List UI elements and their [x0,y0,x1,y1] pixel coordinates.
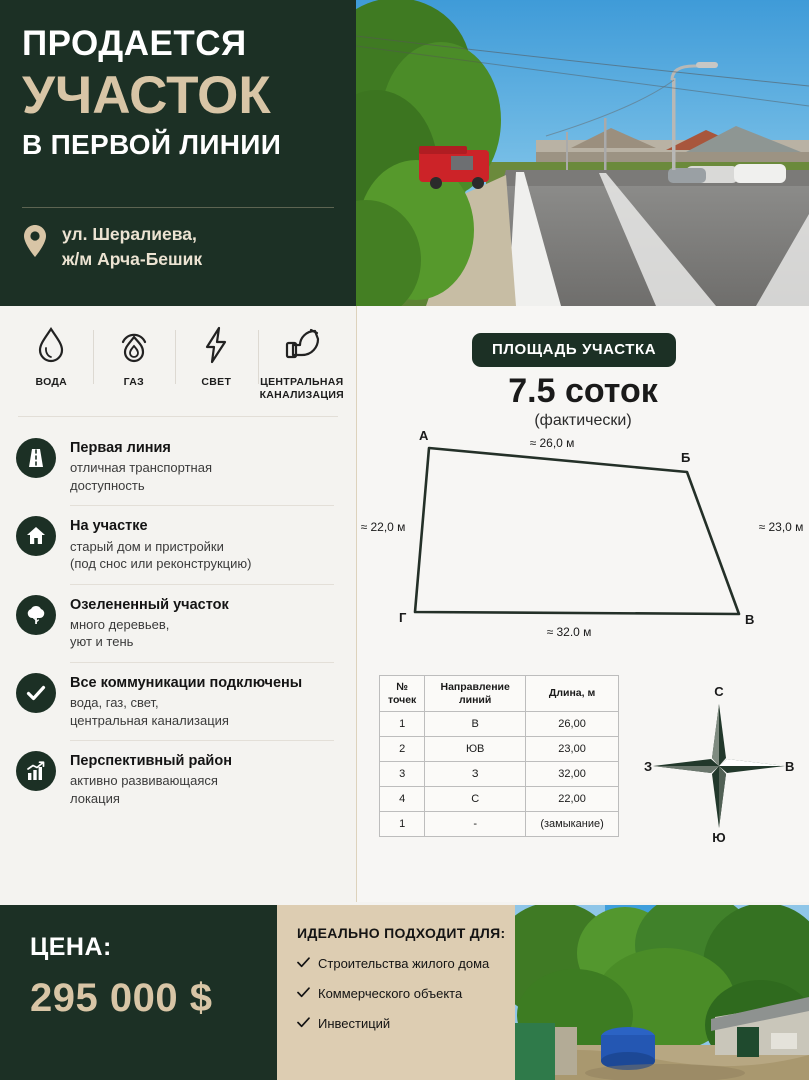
feature-subtitle [70,459,212,494]
plot-diagram [357,424,809,636]
header-divider [22,207,334,208]
table-header-cell: Длина, м [526,676,619,712]
table-cell-direction: С [425,787,526,812]
compass-south: Ю [712,830,726,845]
utility-electricity [175,324,258,402]
ideal-for-item [297,986,515,1001]
price-panel [0,905,277,1080]
feature-title: Первая линия [70,440,171,457]
vertex-label-b: Б [681,450,691,465]
utility-label: ГАЗ [123,376,144,388]
feature-body [70,673,302,729]
check-icon [297,956,310,971]
address-line2: ж/м Арча-Бешик [62,249,203,270]
features-list [0,417,356,818]
table-cell-length: 26,00 [526,712,619,737]
table-row [380,712,619,737]
table-row [380,787,619,812]
utility-label: СВЕТ [201,376,232,388]
check-icon [297,1016,310,1031]
right-column [357,306,809,905]
table-cell-point: 1 [380,812,425,837]
garden-plot-photo [515,905,809,1080]
table-header-row [380,676,619,712]
table-row [380,812,619,837]
street-road-photo [356,0,809,306]
ideal-for-item [297,1016,515,1031]
feature-body [70,438,212,494]
table-cell-length: (замыкание) [526,812,619,837]
feature-item [16,584,340,662]
ideal-for-panel [277,905,515,1080]
points-table [379,675,619,837]
utility-label: ЦЕНТРАЛЬНАЯ КАНАЛИЗАЦИЯ [259,376,345,402]
house-icon [16,516,56,556]
water-drop-icon [12,324,91,366]
compass-rose [639,674,799,849]
feature-body [70,751,232,807]
table-cell-point: 4 [380,787,425,812]
area-note: (фактически) [534,412,632,429]
utility-water [10,324,93,402]
feature-sub-line2: локация [70,790,120,806]
ideal-for-title: ИДЕАЛЬНО ПОДХОДИТ ДЛЯ: [297,925,506,941]
feature-body [70,595,229,651]
feature-sub-line2: (под снос или реконструкцию) [70,556,252,572]
location-pin-icon [22,222,48,263]
price-label: ЦЕНА: [30,933,112,961]
ideal-for-label: Строительства жилого дома [318,956,490,971]
vertex-label-v: В [745,612,755,627]
feature-item [16,427,340,505]
compass-north: С [714,684,724,699]
table-row [380,737,619,762]
utility-label: ВОДА [35,376,68,388]
feature-title: Озелененный участок [70,596,229,613]
table-cell-length: 22,00 [526,787,619,812]
vertex-label-g: Г [399,610,407,625]
utility-gas [93,324,176,402]
area-badge: ПЛОЩАДЬ УЧАСТКА [472,333,676,367]
compass-east: В [785,759,795,774]
area-value: 7.5 соток [508,372,658,410]
feature-sub-line1: много деревьев, [70,616,170,632]
dimension-right: ≈ 23,0 м [758,520,804,534]
road-icon [16,438,56,478]
growth-chart-icon [16,751,56,791]
feature-sub-line2: уют и тень [70,634,134,650]
vertex-label-a: А [419,428,429,443]
feature-item [16,505,340,583]
address-block [22,222,340,273]
feature-title: На участке [70,518,148,535]
address-text [62,222,202,273]
left-column [0,306,356,905]
gas-flame-icon [95,324,174,366]
ideal-for-label: Инвестиций [318,1016,391,1031]
feature-sub-line1: старый дом и пристройки [70,538,224,554]
header-title-line3: В ПЕРВОЙ ЛИНИИ [22,128,282,160]
feature-subtitle [70,772,232,807]
header-title-line2: УЧАСТОК [22,65,271,125]
feature-sub-line2: центральная канализация [70,712,229,728]
table-header-cell: № точек [380,676,425,712]
ideal-for-label: Коммерческого объекта [318,986,463,1001]
table-cell-direction: В [425,712,526,737]
utility-sewage [258,324,346,402]
feature-subtitle [70,694,302,729]
table-cell-point: 2 [380,737,425,762]
table-header-cell: Направление линий [425,676,526,712]
lightning-bolt-icon [177,324,256,366]
feature-item [16,662,340,740]
table-cell-direction: З [425,762,526,787]
feature-body [70,516,251,572]
price-value: 295 000 $ [30,976,213,1020]
table-cell-point: 3 [380,762,425,787]
check-icon [297,986,310,1001]
table-row [380,762,619,787]
sewage-pipe-icon [260,324,344,366]
ideal-for-item [297,956,515,971]
table-cell-length: 32,00 [526,762,619,787]
utilities-row [0,306,356,410]
tree-icon [16,595,56,635]
feature-item [16,740,340,818]
table-cell-length: 23,00 [526,737,619,762]
address-line1: ул. Шералиева, [62,224,197,244]
dimension-top: ≈ 26,0 м [529,436,575,450]
feature-sub-line1: вода, газ, свет, [70,695,159,711]
check-icon [16,673,56,713]
dimension-left: ≈ 22,0 м [360,520,406,534]
feature-title: Перспективный район [70,753,232,770]
header-panel [0,0,356,306]
table-cell-point: 1 [380,712,425,737]
table-cell-direction: ЮВ [425,737,526,762]
feature-sub-line2: доступность [70,477,145,493]
dimension-bottom: ≈ 32,0 м [546,625,592,636]
feature-subtitle [70,616,229,651]
table-cell-direction: - [425,812,526,837]
feature-sub-line1: отличная транспортная [70,460,213,476]
feature-subtitle [70,538,251,573]
header-title-line1: ПРОДАЕТСЯ [22,24,247,63]
feature-sub-line1: активно развивающаяся [70,773,218,789]
compass-west: З [644,759,653,774]
feature-title: Все коммуникации подключены [70,674,303,691]
